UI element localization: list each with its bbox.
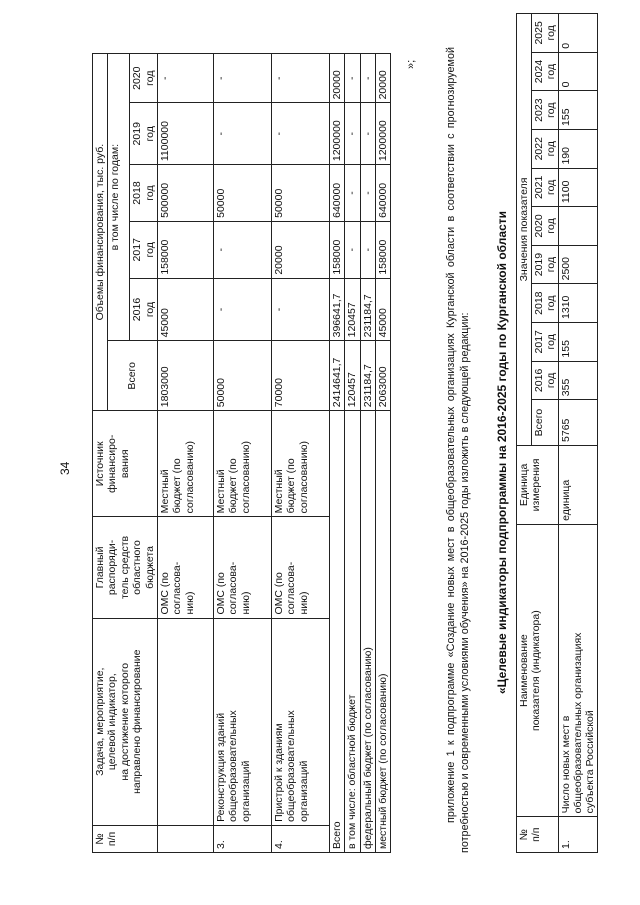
- ind-header-year: 2023 год: [532, 91, 559, 130]
- fin-cell-num: [157, 825, 213, 852]
- fin-header-by-years: в том числе по годам:: [108, 54, 130, 341]
- fin-summary-label: местный бюджет (по согласованию): [376, 411, 391, 853]
- fin-cell-year: -: [213, 221, 271, 278]
- ind-cell-year: 0: [559, 52, 598, 91]
- fin-cell-num: 3.: [213, 825, 271, 852]
- fin-header-year: 2016 год: [130, 278, 158, 341]
- fin-summary-year: 158000: [329, 221, 344, 278]
- fin-header-num: № п/п: [93, 825, 158, 852]
- fin-cell-year: -: [271, 278, 329, 341]
- ind-cell-year: 155: [559, 91, 598, 130]
- fin-summary-total: 231184,7: [360, 341, 375, 411]
- fin-header-task: Задача, мероприятие, целевой индикатор, на достижение которого направлено финансирование: [93, 618, 158, 825]
- fin-cell-year: -: [213, 278, 271, 341]
- fin-summary-year: -: [345, 103, 360, 165]
- ind-header-year: 2016 год: [532, 361, 559, 400]
- fin-cell-task: [157, 618, 213, 825]
- ind-header-year: 2021 год: [532, 168, 559, 207]
- fin-cell-year: 158000: [157, 221, 213, 278]
- fin-summary-year: -: [345, 165, 360, 222]
- fin-header-volumes: Объемы финансирования, тыс. руб.: [93, 54, 108, 411]
- fin-cell-total: 50000: [213, 341, 271, 411]
- ind-header-year: 2025 год: [532, 14, 559, 53]
- ind-cell-year: 0: [559, 14, 598, 53]
- fin-cell-year: 45000: [157, 278, 213, 341]
- ind-header-year: 2017 год: [532, 322, 559, 361]
- fin-summary-year: -: [360, 165, 375, 222]
- fin-row: [271, 54, 329, 853]
- fin-cell-total: 70000: [271, 341, 329, 411]
- fin-cell-year: -: [271, 103, 329, 165]
- fin-cell-year: 500000: [157, 165, 213, 222]
- fin-summary-row: [329, 54, 344, 853]
- fin-summary-year: -: [360, 54, 375, 103]
- fin-cell-year: -: [157, 54, 213, 103]
- ind-header-year: 2018 год: [532, 284, 559, 323]
- ind-row: [559, 14, 598, 853]
- fin-cell-year: -: [213, 54, 271, 103]
- fin-summary-total: 120457: [345, 341, 360, 411]
- page-number: 34: [58, 461, 72, 475]
- ind-cell-year: 190: [559, 129, 598, 168]
- fin-header-source: Источник финансиро- вания: [93, 411, 158, 517]
- fin-summary-year: 45000: [376, 278, 391, 341]
- fin-summary-year: -: [360, 103, 375, 165]
- fin-summary-row: [376, 54, 391, 853]
- ind-header-unit: Единица измерения: [517, 445, 559, 524]
- fin-summary-year: 396641,7: [329, 278, 344, 341]
- fin-cell-total: 1803000: [157, 341, 213, 411]
- fin-summary-year: -: [345, 54, 360, 103]
- ind-header-num: № п/п: [517, 817, 559, 853]
- fin-cell-admin: ОМС (по согласова- нию): [157, 517, 213, 618]
- ind-header-total: Всего: [532, 400, 559, 446]
- ind-header-year: 2022 год: [532, 129, 559, 168]
- ind-header-year: 2019 год: [532, 245, 559, 284]
- fin-cell-year: -: [271, 54, 329, 103]
- fin-summary-label: федеральный бюджет (по согласованию): [360, 411, 375, 853]
- fin-summary-year: -: [345, 221, 360, 278]
- fin-cell-admin: ОМС (по согласова- нию): [213, 517, 271, 618]
- fin-cell-source: Местный бюджет (по согласованию): [271, 411, 329, 517]
- fin-summary-year: 120457: [345, 278, 360, 341]
- fin-cell-year: -: [213, 103, 271, 165]
- fin-summary-label: Всего: [329, 411, 344, 853]
- fin-cell-source: Местный бюджет (по согласованию): [157, 411, 213, 517]
- fin-summary-year: -: [360, 221, 375, 278]
- indicators-table: [516, 13, 598, 853]
- fin-cell-year: 1100000: [157, 103, 213, 165]
- fin-header-year: 2020 год: [130, 54, 158, 103]
- fin-cell-year: 20000: [271, 221, 329, 278]
- fin-summary-year: 640000: [329, 165, 344, 222]
- fin-summary-year: 158000: [376, 221, 391, 278]
- financing-table: [92, 53, 391, 853]
- body-paragraph: [444, 47, 473, 853]
- fin-cell-admin: ОМС (по согласова- нию): [271, 517, 329, 618]
- ind-cell-unit: единица: [559, 445, 598, 524]
- ind-cell-num: 1.: [559, 817, 598, 853]
- fin-cell-source: Местный бюджет (по согласованию): [213, 411, 271, 517]
- fin-summary-year: 640000: [376, 165, 391, 222]
- fin-header-year: 2018 год: [130, 165, 158, 222]
- ind-cell-year: 355: [559, 361, 598, 400]
- fin-cell-year: 50000: [213, 165, 271, 222]
- ind-cell-year: 155: [559, 322, 598, 361]
- ind-cell-year: 2500: [559, 245, 598, 284]
- fin-summary-year: 20000: [376, 54, 391, 103]
- fin-summary-row: [360, 54, 375, 853]
- ind-cell-year: 1100: [559, 168, 598, 207]
- fin-header-admin: Главный распоряди- тель средств областного бюджета: [93, 517, 158, 618]
- closing-quote: »;: [405, 59, 417, 69]
- fin-cell-year: 50000: [271, 165, 329, 222]
- fin-header-total: Всего: [108, 341, 158, 411]
- ind-cell-total: 5765: [559, 400, 598, 446]
- ind-cell-year: [559, 207, 598, 246]
- fin-summary-total: 2414641,7: [329, 341, 344, 411]
- ind-header-year: 2020 год: [532, 207, 559, 246]
- fin-row: [157, 54, 213, 853]
- ind-cell-year: 1310: [559, 284, 598, 323]
- paragraph-text: приложение 1 к подпрограмме «Создание новых мест в общеобразовательных организациях Курганской области в соответствии с прогнозируемой потребностью и современными условиями обучения» на 2016-2025 годы изложить в следующей редакции:: [445, 47, 472, 853]
- fin-summary-label: в том числе: областной бюджет: [345, 411, 360, 853]
- fin-cell-num: 4.: [271, 825, 329, 852]
- ind-header-row-1: [517, 14, 532, 853]
- fin-summary-year: 231184,7: [360, 278, 375, 341]
- fin-header-year: 2017 год: [130, 221, 158, 278]
- fin-summary-row: [345, 54, 360, 853]
- ind-header-year: 2024 год: [532, 52, 559, 91]
- fin-header-year: 2019 год: [130, 103, 158, 165]
- ind-cell-name: Число новых мест в общеобразовательных организациях субъекта Российской: [559, 524, 598, 817]
- fin-summary-year: 1200000: [376, 103, 391, 165]
- fin-row: [213, 54, 271, 853]
- indicators-title: «Целевые индикаторы подпрограммы на 2016-2025 годы по Курганской области: [495, 211, 509, 694]
- fin-header-row-1: [93, 54, 108, 853]
- fin-cell-task: Реконструкция зданий общеобразовательных организаций: [213, 618, 271, 825]
- ind-header-name: Наименование показателя (индикатора): [517, 524, 559, 817]
- ind-header-values: Значения показателя: [517, 14, 532, 446]
- fin-cell-task: Пристрой к зданиям общеобразовательных организаций: [271, 618, 329, 825]
- fin-summary-year: 1200000: [329, 103, 344, 165]
- fin-summary-year: 20000: [329, 54, 344, 103]
- fin-summary-total: 2063000: [376, 341, 391, 411]
